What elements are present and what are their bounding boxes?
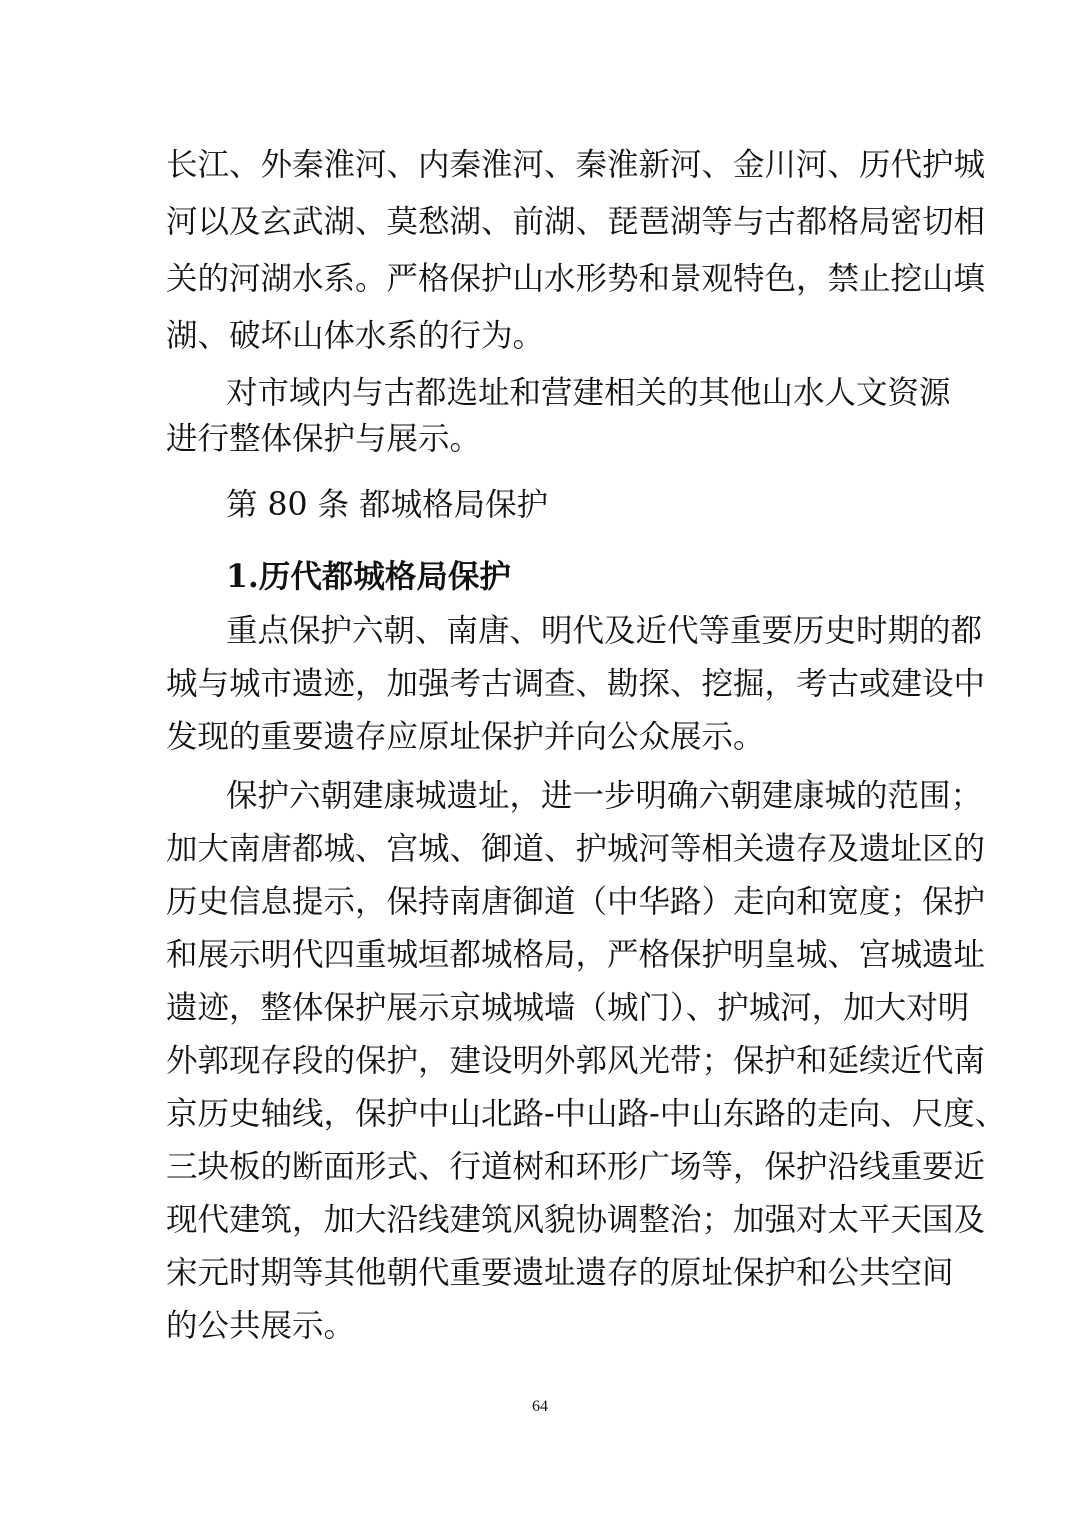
paragraph-line: 现代建筑，加大沿线建筑风貌协调整治；加强对太平天国及 [166, 1202, 986, 1238]
page-number: 64 [532, 1398, 548, 1415]
paragraph-line: 遗迹，整体保护展示京城城墙（城门）、护城河，加大对明 [166, 990, 970, 1026]
paragraph-line: 加大南唐都城、宫城、御道、护城河等相关遗存及遗址区的 [166, 831, 986, 867]
paragraph-line: 进行整体保护与展示。 [166, 421, 482, 457]
paragraph-line: 长江、外秦淮河、内秦淮河、秦淮新河、金川河、历代护城 [166, 147, 986, 183]
paragraph-line: 对市域内与古都选址和营建相关的其他山水人文资源 [226, 375, 951, 411]
paragraph-line: 外郭现存段的保护，建设明外郭风光带；保护和延续近代南 [166, 1043, 986, 1079]
paragraph-line: 关的河湖水系。严格保护山水形势和景观特色，禁止挖山填 [166, 261, 986, 297]
paragraph-line: 湖、破坏山体水系的行为。 [166, 318, 545, 354]
paragraph-line: 河以及玄武湖、莫愁湖、前湖、琵琶湖等与古都格局密切相 [166, 204, 986, 240]
paragraph-line: 京历史轴线，保护中山北路-中山路-中山东路的走向、尺度、 [166, 1096, 1007, 1132]
paragraph-line: 发现的重要遗存应原址保护并向公众展示。 [166, 719, 765, 755]
paragraph-line: 保护六朝建康城遗址，进一步明确六朝建康城的范围； [226, 778, 983, 814]
section-heading: 1.历代都城格局保护 [226, 558, 511, 595]
paragraph-line: 和展示明代四重城垣都城格局，严格保护明皇城、宫城遗址 [166, 937, 986, 973]
paragraph-line: 历史信息提示，保持南唐御道（中华路）走向和宽度；保护 [166, 884, 986, 920]
paragraph-line: 重点保护六朝、南唐、明代及近代等重要历史时期的都 [226, 613, 983, 649]
paragraph-line: 的公共展示。 [166, 1308, 356, 1344]
article-heading: 第 80 条 都城格局保护 [226, 487, 549, 523]
paragraph-line: 城与城市遗迹，加强考古调查、勘探、挖掘，考古或建设中 [166, 666, 986, 702]
paragraph-line: 三块板的断面形式、行道树和环形广场等，保护沿线重要近 [166, 1149, 986, 1185]
paragraph-line: 宋元时期等其他朝代重要遗址遗存的原址保护和公共空间 [166, 1255, 954, 1291]
